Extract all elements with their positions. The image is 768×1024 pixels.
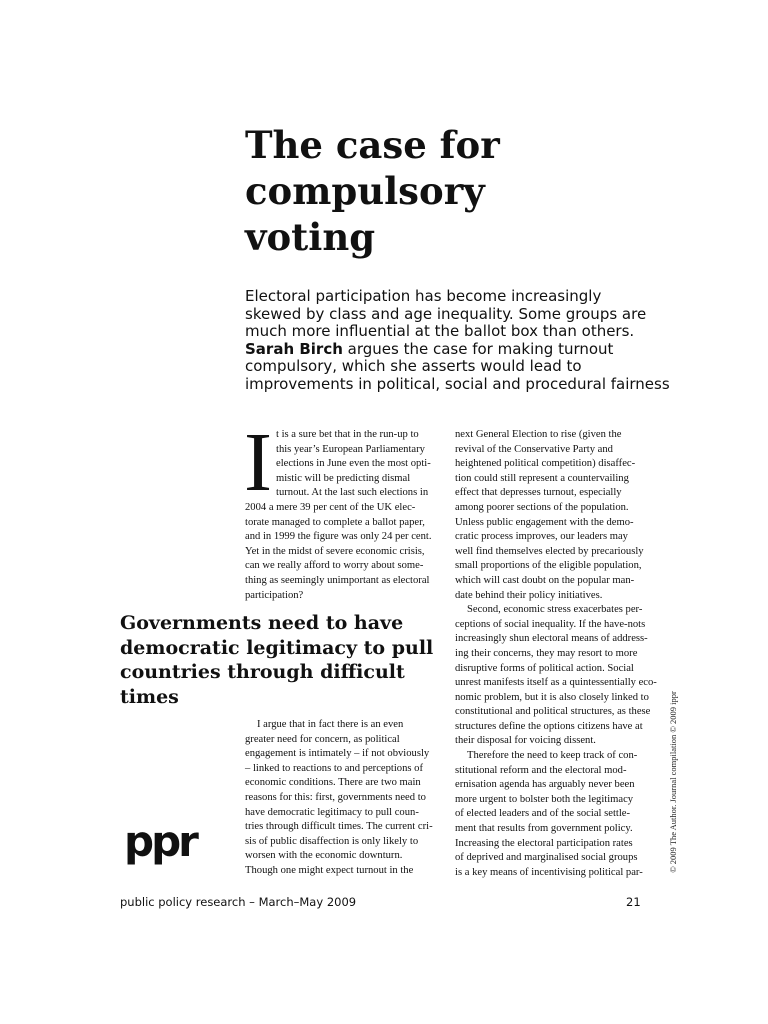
text-line: Unless public engagement with the demo- bbox=[455, 516, 634, 528]
text-line: elections in June even the most opti- bbox=[276, 458, 431, 470]
text-line: – linked to reactions to and perceptions of bbox=[245, 762, 423, 774]
standfirst-line: skewed by class and age inequality. Some groups are bbox=[245, 304, 647, 323]
text-line: small proportions of the eligible population, bbox=[455, 560, 642, 572]
standfirst-line: much more influential at the ballot box than others. bbox=[245, 322, 635, 340]
pull-quote bbox=[120, 611, 440, 709]
pull-quote-line: countries through difficult bbox=[120, 661, 405, 683]
text-line: turnout. At the last such elections in bbox=[276, 487, 429, 499]
text-line: which will cast doubt on the popular man- bbox=[455, 574, 635, 586]
text-line: disruptive forms of political action. Social bbox=[455, 662, 634, 674]
title-line: The case for bbox=[245, 123, 500, 167]
text-line: Therefore the need to keep track of con- bbox=[467, 750, 638, 762]
text-line: nomic problem, but it is also closely linked to bbox=[455, 691, 649, 703]
footer-page-number: 21 bbox=[626, 895, 641, 909]
text-line: ment that results from government policy. bbox=[455, 823, 633, 835]
text-line: economic conditions. There are two main bbox=[245, 777, 421, 789]
text-line: heightened political competition) disaffec- bbox=[455, 458, 636, 470]
text-line: sis of public disaffection is only likely to bbox=[245, 835, 419, 847]
text-line: thing as seemingly unimportant as electoral bbox=[245, 574, 430, 586]
text-line: participation? bbox=[245, 589, 304, 601]
text-line: structures define the options citizens have at bbox=[455, 720, 643, 732]
pull-quote-line: Governments need to have bbox=[120, 612, 404, 634]
text-line: date behind their policy initiatives. bbox=[455, 589, 603, 601]
text-line: ing their concerns, they may resort to more bbox=[455, 647, 638, 659]
text-line: torate managed to complete a ballot paper, bbox=[245, 516, 425, 528]
text-line: and in 1999 the figure was only 24 per cent. bbox=[245, 531, 432, 543]
standfirst bbox=[245, 287, 670, 393]
column-1-bottom bbox=[245, 718, 455, 879]
text-line: 2004 a mere 39 per cent of the UK elec- bbox=[245, 501, 416, 513]
text-line: increasingly shun electoral means of address- bbox=[455, 633, 648, 645]
article-title bbox=[245, 122, 625, 260]
text-line: greater need for concern, as political bbox=[245, 733, 400, 745]
text-line: reasons for this: first, governments need to bbox=[245, 791, 426, 803]
standfirst-line: Electoral participation has become increasingly bbox=[245, 287, 602, 305]
column-1-top bbox=[244, 416, 455, 603]
author-name: Sarah Birch bbox=[245, 339, 343, 358]
text-line: cratic process improves, our leaders may bbox=[455, 531, 628, 543]
text-line: Though one might expect turnout in the bbox=[245, 864, 414, 876]
text-line: worsen with the economic downturn. bbox=[245, 850, 403, 862]
title-line: compulsory bbox=[245, 169, 485, 213]
text-line: next General Election to rise (given the bbox=[455, 429, 622, 440]
text-line: can we really afford to worry about some- bbox=[245, 560, 424, 572]
title-line: voting bbox=[245, 215, 376, 259]
text-line: is a key means of incentivising political par- bbox=[455, 866, 643, 878]
ppr-logo: ppr bbox=[124, 817, 196, 866]
standfirst-line: compulsory, which she asserts would lead to bbox=[245, 357, 582, 375]
text-line: tries through difficult times. The current cri- bbox=[245, 821, 433, 833]
text-line: engagement is intimately – if not obviously bbox=[245, 748, 430, 760]
text-line: more urgent to bolster both the legitimacy bbox=[455, 793, 634, 805]
copyright-notice: © 2009 The Author. Journal compilation © 2009 ippr bbox=[668, 691, 678, 873]
column-2 bbox=[455, 428, 655, 880]
pull-quote-line: democratic legitimacy to pull bbox=[120, 636, 434, 659]
text-line: I argue that in fact there is an even bbox=[257, 719, 404, 730]
text-line: tion could still represent a countervailing bbox=[455, 472, 629, 484]
text-line: mistic will be predicting dismal bbox=[276, 472, 411, 484]
standfirst-author-line bbox=[245, 341, 655, 359]
text-line: ernisation agenda has arguably never been bbox=[455, 779, 635, 791]
drop-cap: I bbox=[244, 416, 272, 509]
text-line: stitutional reform and the electoral mod- bbox=[455, 764, 627, 776]
text-line: Second, economic stress exacerbates per- bbox=[467, 604, 643, 616]
text-line: unrest manifests itself as a quintessentially eco- bbox=[455, 677, 657, 689]
footer-journal-title: public policy research – March–May 2009 bbox=[120, 895, 357, 909]
standfirst-line: improvements in political, social and procedural fairness bbox=[245, 374, 670, 393]
text-line: this year’s European Parliamentary bbox=[276, 443, 425, 455]
text-line: have democratic legitimacy to pull coun- bbox=[245, 806, 419, 818]
text-line: their disposal for voicing dissent. bbox=[455, 735, 596, 747]
text-line: constitutional and political structures, as these bbox=[455, 706, 651, 718]
text-line: of elected leaders and of the social settle- bbox=[455, 808, 631, 820]
standfirst-line-rest: argues the case for making turnout bbox=[342, 339, 614, 358]
text-line: among poorer sections of the population. bbox=[455, 501, 629, 513]
text-line: of deprived and marginalised social groups bbox=[455, 852, 638, 864]
text-line: revival of the Conservative Party and bbox=[455, 443, 613, 455]
text-line: ceptions of social inequality. If the have-nots bbox=[455, 618, 646, 630]
pull-quote-line: times bbox=[120, 685, 179, 708]
text-line: effect that depresses turnout, especially bbox=[455, 487, 622, 499]
text-line: well find themselves elected by precariously bbox=[455, 545, 644, 557]
text-line: t is a sure bet that in the run-up to bbox=[276, 429, 419, 440]
text-line: Yet in the midst of severe economic crisis, bbox=[245, 545, 425, 557]
text-line: Increasing the electoral participation rates bbox=[455, 837, 633, 849]
